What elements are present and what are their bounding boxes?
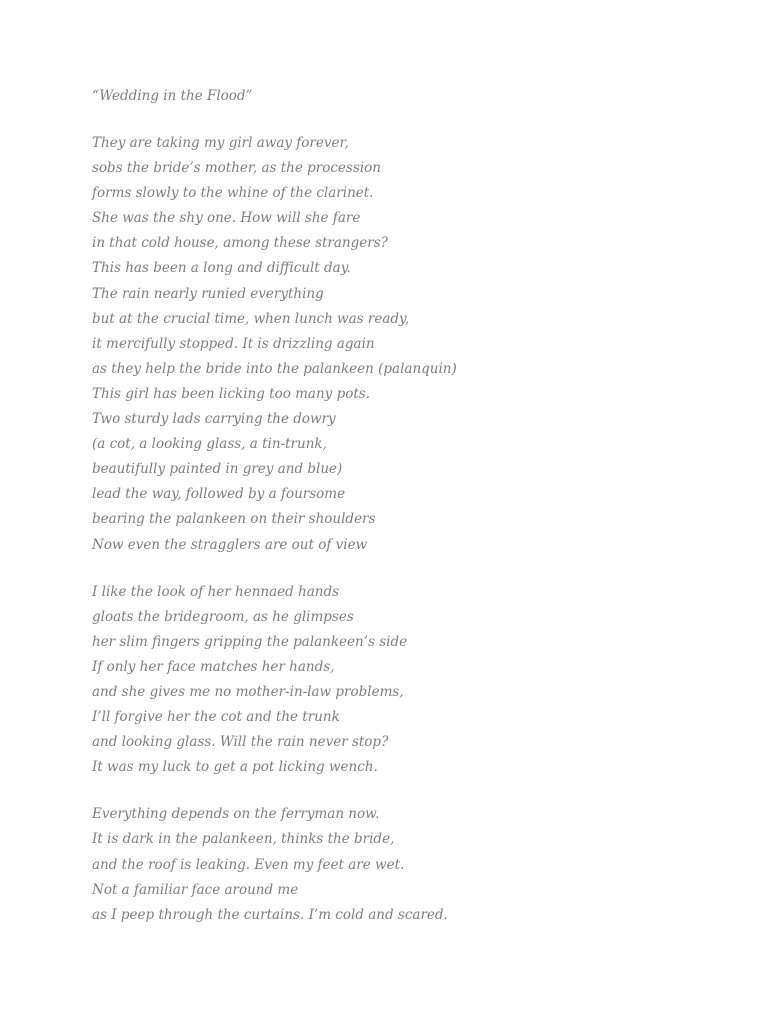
stanza <box>92 580 732 781</box>
poem-line: Everything depends on the ferryman now. <box>92 806 380 823</box>
poem-line: as they help the bride into the palankeen (palanquin) <box>92 360 457 377</box>
poem-line: Not a familiar face around me <box>92 881 299 898</box>
poem-line: it mercifully stopped. It is drizzling again <box>92 335 375 352</box>
poem-line: She was the shy one. How will she fare <box>92 210 361 227</box>
poem-line: This has been a long and difficult day. <box>92 260 351 277</box>
stanza <box>92 131 732 558</box>
poem-line: in that cold house, among these strangers? <box>92 235 388 252</box>
poem-line: as I peep through the curtains. I’m cold and scared. <box>92 906 448 923</box>
poem-line: and the roof is leaking. Even my feet are wet. <box>92 856 405 873</box>
poem-line: I’ll forgive her the cot and the trunk <box>92 709 340 726</box>
poem-line: and she gives me no mother-in-law problems, <box>92 683 404 700</box>
poem-line: They are taking my girl away forever, <box>92 135 349 151</box>
poem-line: but at the crucial time, when lunch was ready, <box>92 310 410 327</box>
poem-line: gloats the bridegroom, as he glimpses <box>92 608 354 625</box>
poem-line: Now even the stragglers are out of view <box>92 536 368 553</box>
poem-line: (a cot, a looking glass, a tin-trunk, <box>92 436 327 453</box>
poem-line: beautifully painted in grey and blue) <box>92 461 343 478</box>
poem-line: If only her face matches her hands, <box>92 658 335 675</box>
poem-line: sobs the bride’s mother, as the procession <box>92 160 381 177</box>
poem-line: Two sturdy lads carrying the dowry <box>92 411 336 428</box>
poem-line: lead the way, followed by a foursome <box>92 486 346 503</box>
poem-line: her slim fingers gripping the palankeen’s side <box>92 633 408 650</box>
poem-line: bearing the palankeen on their shoulders <box>92 511 376 528</box>
poem-title: “Wedding in the Flood” <box>92 88 253 104</box>
poem-line: This girl has been licking too many pots. <box>92 385 370 402</box>
poem-body <box>92 131 732 928</box>
poem-line: I like the look of her hennaed hands <box>92 583 340 600</box>
document-page <box>92 84 732 950</box>
poem-line: It is dark in the palankeen, thinks the bride, <box>92 831 395 848</box>
poem-line: and looking glass. Will the rain never stop? <box>92 734 389 751</box>
stanza <box>92 802 732 927</box>
poem-line: It was my luck to get a pot licking wench. <box>92 759 378 776</box>
poem-line: The rain nearly runied everything <box>92 285 324 302</box>
poem-line: forms slowly to the whine of the clarinet. <box>92 185 374 202</box>
